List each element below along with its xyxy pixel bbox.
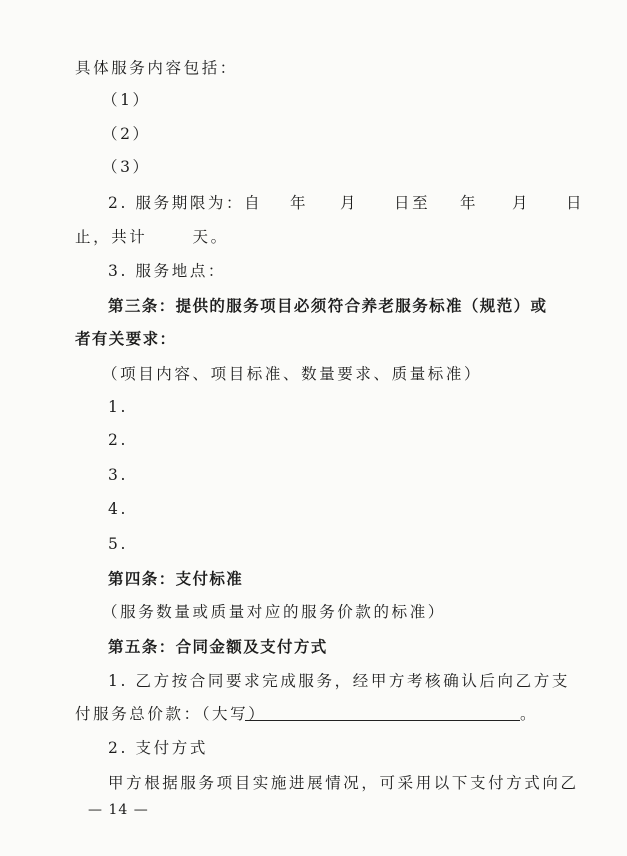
article-5-clause-2-text: 甲方根据服务项目实施进展情况，可采用以下支付方式向乙 [108,774,579,792]
article-3-heading-cont: 者有关要求： [75,330,177,348]
service-location: 3. 服务地点： [108,262,227,280]
article-3-item-1: 1. [108,398,128,416]
service-item-2: （2） [102,125,151,143]
term-month-start: 月 [340,194,359,212]
article-5-heading: 第五条：合同金额及支付方式 [108,638,328,656]
amount-period: 。 [520,705,539,723]
article-3-item-3: 3. [108,466,128,484]
article-3-item-4: 4. [108,500,128,518]
service-term-label: 2. 服务期限为：自 [108,194,263,212]
article-5-clause-1: 1. 乙方按合同要求完成服务，经甲方考核确认后向乙方支 [108,672,570,690]
term-year-end: 年 [460,194,479,212]
article-5-clause-2: 2. 支付方式 [108,739,208,757]
term-day-to: 日至 [394,194,431,212]
article-5-clause-1-cont: 付服务总价款：（大写） [75,705,267,723]
article-4-heading: 第四条：支付标准 [108,570,244,588]
service-item-1: （1） [102,91,151,109]
article-3-note: （项目内容、项目标准、数量要求、质量标准） [102,365,483,383]
amount-blank-underline [245,720,520,721]
term-month-end: 月 [512,194,531,212]
term-day-end: 日 [566,194,585,212]
article-4-note: （服务数量或质量对应的服务价款的标准） [102,603,446,621]
service-content-heading: 具体服务内容包括： [75,59,238,77]
service-term-end-line: 止，共计 天。 [75,228,229,246]
article-3-heading: 第三条：提供的服务项目必须符合养老服务标准（规范）或 [108,297,548,315]
article-3-item-5: 5. [108,535,128,553]
term-year-start: 年 [290,194,309,212]
service-item-3: （3） [102,158,151,176]
article-3-item-2: 2. [108,431,128,449]
page-number: — 14 — [88,802,149,818]
